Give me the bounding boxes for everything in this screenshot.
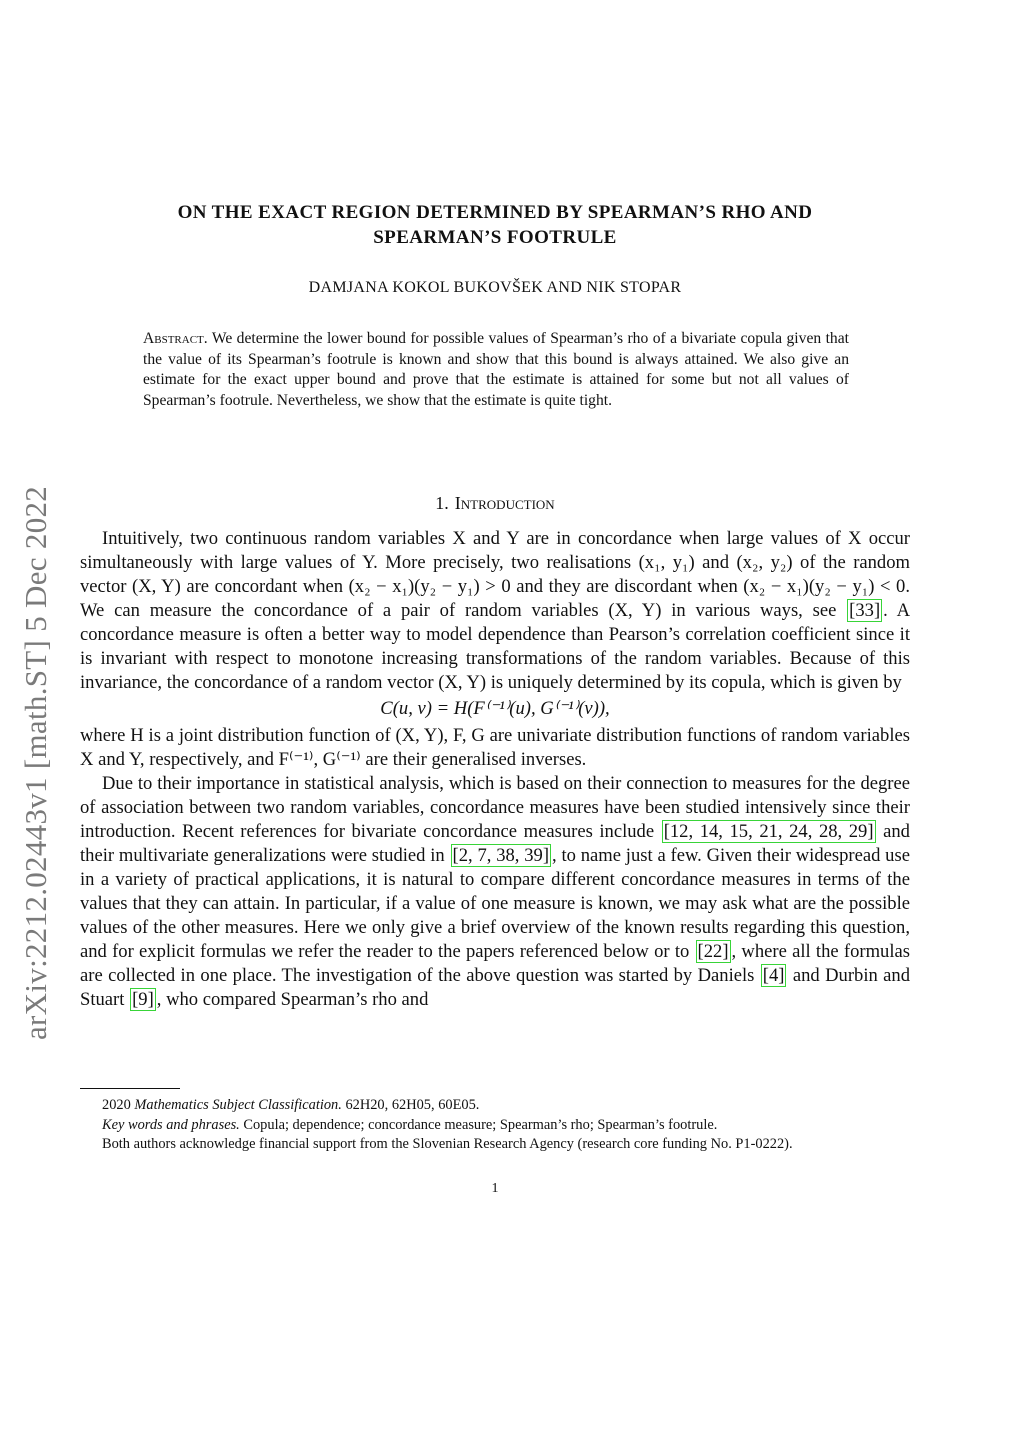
footnotes: [80, 1096, 910, 1155]
paragraph-2-part-b: and their multivariate generalizations were studied in: [80, 821, 910, 866]
citation-4[interactable]: [4]: [762, 965, 785, 986]
citation-22[interactable]: [22]: [697, 941, 729, 962]
footnote-keywords: [80, 1116, 910, 1136]
footnote-msc: [80, 1096, 910, 1116]
body-text: [80, 527, 910, 1012]
keywords-text: Copula; dependence; concordance measure; Spearman’s rho; Spearman’s footrule.: [243, 1116, 718, 1133]
arxiv-identifier: arXiv:2212.02443v1 [math.ST] 5 Dec 2022: [18, 485, 53, 1040]
paragraph-2-part-a: Due to their importance in statistical analysis, which is based on their connection to measures for the degree of association between two random variables, concordance measures have been studied intensively since their introduction. Recent references for bivariate concordance measures include: [80, 773, 910, 842]
paragraph-1-continued: where H is a joint distribution function of (X, Y), F, G are univariate distribution functions of random variables X and Y, respectively, and F⁽⁻¹⁾, G⁽⁻¹⁾ are their generalised inverses.: [80, 725, 910, 770]
title-line-1: ON THE EXACT REGION DETERMINED BY SPEARMAN’S RHO AND: [177, 202, 813, 223]
paragraph-1-part-b: . A concordance measure is often a better way to model dependence than Pearson’s correlation coefficient since it is invariant with respect to monotone increasing transformations of the random variables. Because of this invariance, the concordance of a random vector (X, Y) is uniquely determined by its copula, which is given by: [80, 600, 910, 693]
paragraph-2-part-c: , to name just a few. Given their widespread use in a variety of practical applications, it is natural to compare different concordance measures in terms of the values that they can attain. In particular, if a value of one measure is known, we may ask what are the possible values of the other measures. Here we only give a brief overview of the known results regarding this question, and for explicit formulas we refer the reader to the papers referenced below or to: [80, 845, 910, 962]
citation-9[interactable]: [9]: [132, 989, 154, 1010]
msc-label: Mathematics Subject Classification.: [134, 1097, 342, 1113]
footnote-divider: [80, 1088, 180, 1089]
keywords-label: Key words and phrases.: [102, 1116, 240, 1133]
copula-equation: C(u, v) = H(F⁽⁻¹⁾(u), G⁽⁻¹⁾(v)),: [380, 698, 610, 719]
paragraph-2-part-f: , who compared Spearman’s rho and: [156, 989, 429, 1010]
paragraph-2: [80, 772, 910, 1012]
citation-group-1[interactable]: [12, 14, 15, 21, 24, 28, 29]: [663, 821, 874, 842]
title-line-2: SPEARMAN’S FOOTRULE: [373, 227, 617, 248]
paragraph-2-part-d: , where all the formulas are collected in one place. The investigation of the above question was started by Daniels: [80, 941, 910, 986]
paragraph-1-part-a: Intuitively, two continuous random variables X and Y are in concordance when large values of X occur simultaneously with large values of Y. More precisely, two realisations (x₁, y₁) and (x₂, y₂) of the random vector (X, Y) are concordant when (x₂ − x₁)(y₂ − y₁) > 0 and they are discordant when (x₂ − x₁)(y₂ − y₁) < 0. We can measure the concordance of a pair of random variables (X, Y) in various ways, see: [80, 528, 910, 621]
msc-codes: 62H20, 62H05, 60E05.: [345, 1097, 480, 1113]
paragraph-2-part-e: and Durbin and Stuart: [80, 965, 911, 1010]
abstract: [143, 329, 849, 412]
section-number: 1.: [435, 493, 449, 513]
section-heading: [80, 493, 910, 514]
msc-year: 2020: [102, 1097, 131, 1113]
author-list: DAMJANA KOKOL BUKOVŠEK AND NIK STOPAR: [308, 279, 682, 296]
paragraph-1: [80, 527, 910, 695]
citation-33[interactable]: [33]: [849, 600, 881, 621]
footnote-funding: Both authors acknowledge financial support from the Slovenian Research Agency (research core funding No. P1-0222).: [102, 1136, 793, 1152]
citation-group-2[interactable]: [2, 7, 38, 39]: [452, 845, 550, 866]
page-number: 1: [491, 1181, 499, 1196]
paper-title: [80, 200, 910, 250]
section-name: Introduction: [454, 493, 555, 513]
abstract-label: Abstract.: [143, 330, 208, 347]
abstract-text: We determine the lower bound for possible values of Spearman’s rho of a bivariate copula given that the value of its Spearman’s footrule is known and show that this bound is always attained. We also give an estimate for the exact upper bound and prove that the estimate is attained for some but not all values of Spearman’s footrule. Nevertheless, we show that the estimate is quite tight.: [143, 330, 849, 410]
